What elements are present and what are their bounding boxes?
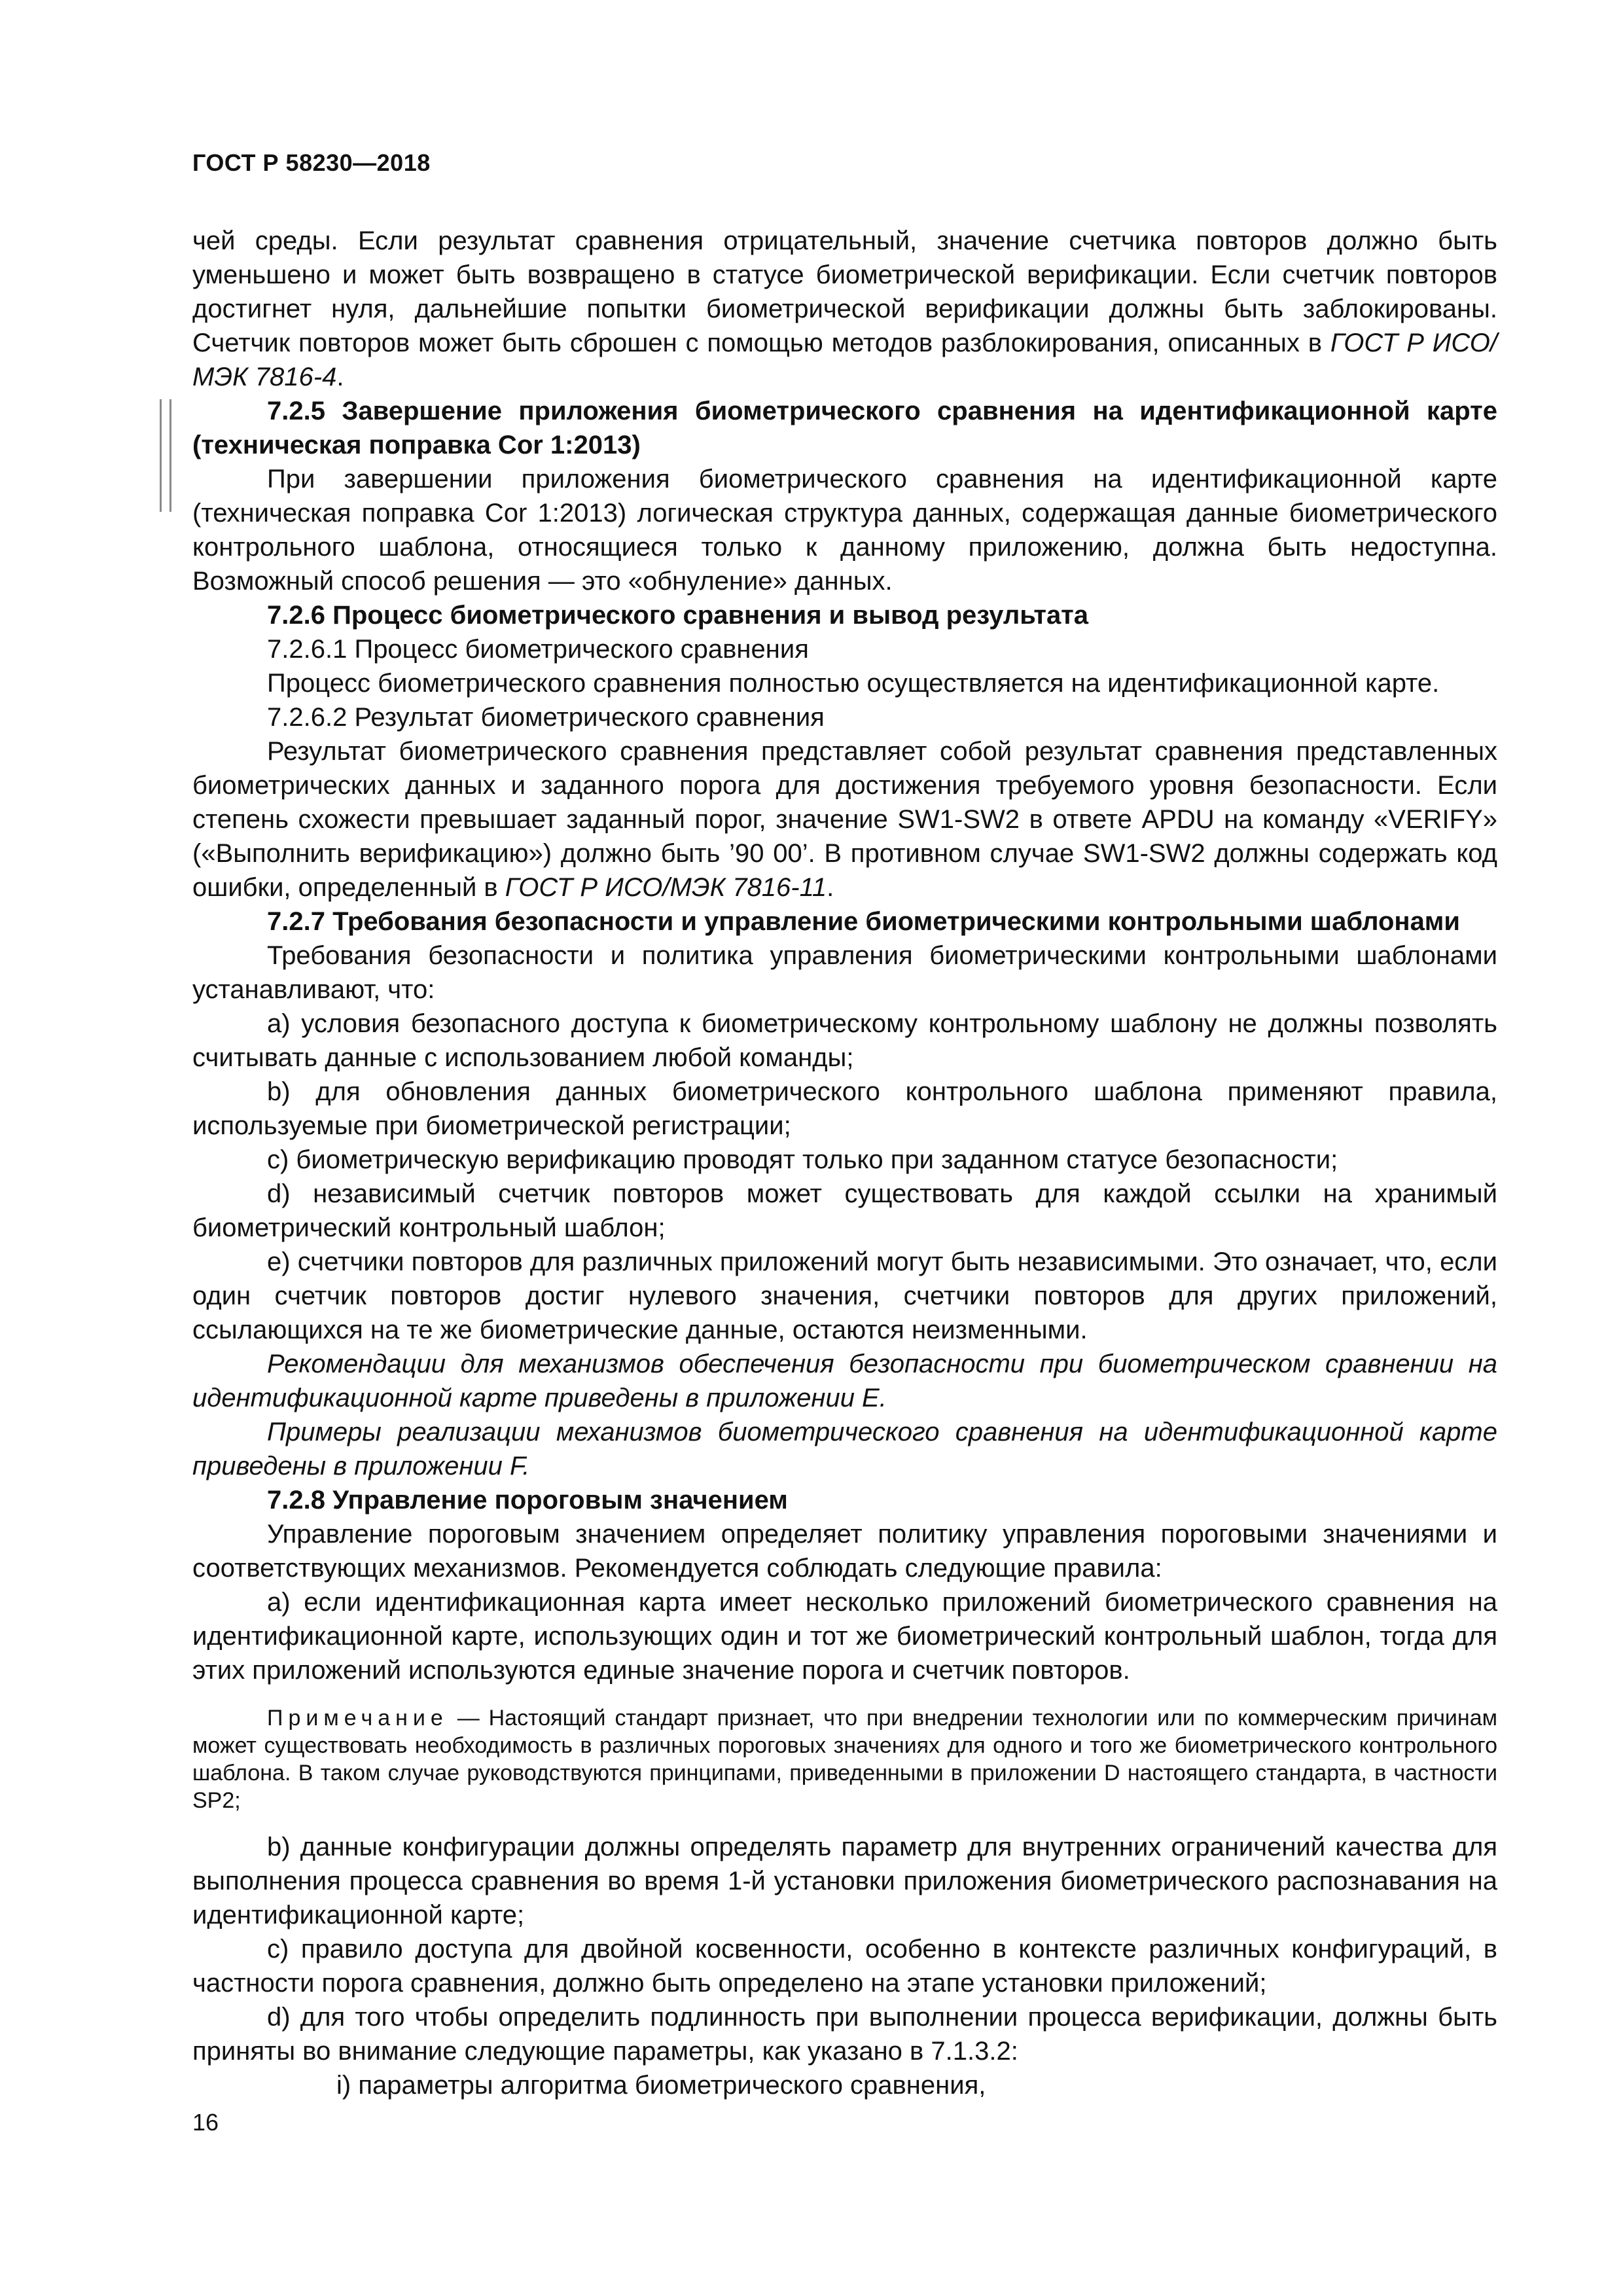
subsection-heading-7-2-6-2: 7.2.6.2 Результат биометрического сравнения [267, 703, 825, 732]
rule-item-d-i: i) параметры алгоритма биометрического сравнения, [336, 2071, 986, 2100]
list-item-d: d) независимый счетчик повторов может существовать для каждой ссылки на хранимый биометрический контрольный шаблон; [192, 1179, 1497, 1242]
rule-item-c: c) правило доступа для двойной косвенности, особенно в контексте различных конфигураций, в частности порога сравнения, должно быть определено на этапе установки приложений; [192, 1935, 1497, 1998]
recommendation-appendix-f: Примеры реализации механизмов биометрического сравнения на идентификационной карте приведены в приложении F. [192, 1418, 1497, 1480]
subsection-text-7-2-6-1: Процесс биометрического сравнения полностью осуществляется на идентификационной карте. [267, 669, 1440, 698]
reference-7816-4: ГОСТ Р ИСО/МЭК 7816-4 [192, 329, 1498, 391]
list-item-a: a) условия безопасного доступа к биометрическому контрольному шаблону не должны позволять считывать данные с использованием любой команды; [192, 1009, 1497, 1072]
section-intro-7-2-7: Требования безопасности и политика управления биометрическими контрольными шаблонами устанавливают, что: [192, 941, 1497, 1004]
intro-paragraph: чей среды. Если результат сравнения отрицательный, значение счетчика повторов должно быть уменьшено и может быть возвращено в статусе биометрической верификации. Если счетчик повторов достигнет нуля, дальнейшие попытки биометрической верификации должны быть заблокированы. Счетчик повторов может быть сброшен с помощью методов разблокирования, описанных в ГОСТ Р ИСО/МЭК 7816-4. [192, 226, 1498, 391]
subsection-text-7-2-6-2: Результат биометрического сравнения представляет собой результат сравнения представленных биометрических данных и заданного порога для достижения требуемого уровня безопасности. Если степень схожести превышает заданный порог, значение SW1-SW2 в ответе APDU на команду «VERIFY» («Выполнить верификацию») должно быть ’90 00’. В противном случае SW1-SW2 должны содержать код ошибки, определенный в ГОСТ Р ИСО/МЭК 7816-11. [192, 737, 1497, 902]
note-label: Примечание [267, 1706, 448, 1731]
subsection-heading-7-2-6-1: 7.2.6.1 Процесс биометрического сравнения [267, 635, 809, 664]
note-paragraph: Примечание — Настоящий стандарт признает, что при внедрении технологии или по коммерческим причинам может существовать необходимость в различных пороговых значениях для одного и того же биометрического контрольного шаблона. В таком случае руководствуются принципами, приведенными в приложении D настоящего стандарта, в частности SP2; [192, 1706, 1497, 1813]
section-intro-7-2-8: Управление пороговым значением определяет политику управления пороговыми значениями и соответствующих механизмов. Рекомендуется соблюдать следующие правила: [192, 1520, 1497, 1583]
rule-item-b: b) данные конфигурации должны определять параметр для внутренних ограничений качества для выполнения процесса сравнения во время 1-й установки приложения биометрического распознавания на идентификационной карте; [192, 1833, 1497, 1929]
list-item-e: e) счетчики повторов для различных приложений могут быть независимыми. Это означает, что, если один счетчик повторов достиг нулевого значения, счетчики повторов для других приложений, ссылающихся на те же биометрические данные, остаются неизменными. [192, 1247, 1497, 1344]
page-number: 16 [192, 2109, 219, 2136]
section-text-7-2-5: При завершении приложения биометрического сравнения на идентификационной карте (техническая поправка Cor 1:2013) логическая структура данных, содержащая данные биометрического контрольного шаблона, относящиеся только к данному приложению, должна быть недоступна. Возможный способ решения — это «обнуление» данных. [192, 465, 1497, 596]
section-heading-7-2-7: 7.2.7 Требования безопасности и управление биометрическими контрольными шаблонами [267, 907, 1460, 936]
section-heading-7-2-6: 7.2.6 Процесс биометрического сравнения и вывод результата [267, 601, 1089, 630]
recommendation-appendix-e: Рекомендации для механизмов обеспечения безопасности при биометрическом сравнении на идентификационной карте приведены в приложении E. [192, 1350, 1497, 1412]
rule-item-d: d) для того чтобы определить подлинность при выполнении процесса верификации, должны быть приняты во внимание следующие параметры, как указано в 7.1.3.2: [192, 2003, 1497, 2066]
document-header: ГОСТ Р 58230—2018 [192, 149, 431, 176]
revision-change-bar [160, 399, 171, 512]
rule-item-a: a) если идентификационная карта имеет несколько приложений биометрического сравнения на идентификационной карте, использующих один и тот же биометрический контрольный шаблон, тогда для этих приложений используются единые значение порога и счетчик повторов. [192, 1588, 1497, 1685]
list-item-b: b) для обновления данных биометрического контрольного шаблона применяют правила, используемые при биометрической регистрации; [192, 1077, 1497, 1140]
section-heading-7-2-8: 7.2.8 Управление пороговым значением [267, 1486, 788, 1515]
reference-7816-11: ГОСТ Р ИСО/МЭК 7816-11 [505, 873, 827, 902]
section-heading-7-2-5: 7.2.5 Завершение приложения биометрического сравнения на идентификационной карте (техническая поправка Cor 1:2013) [192, 397, 1497, 459]
list-item-c: c) биометрическую верификацию проводят только при заданном статусе безопасности; [267, 1145, 1338, 1174]
document-body [192, 224, 1497, 2102]
